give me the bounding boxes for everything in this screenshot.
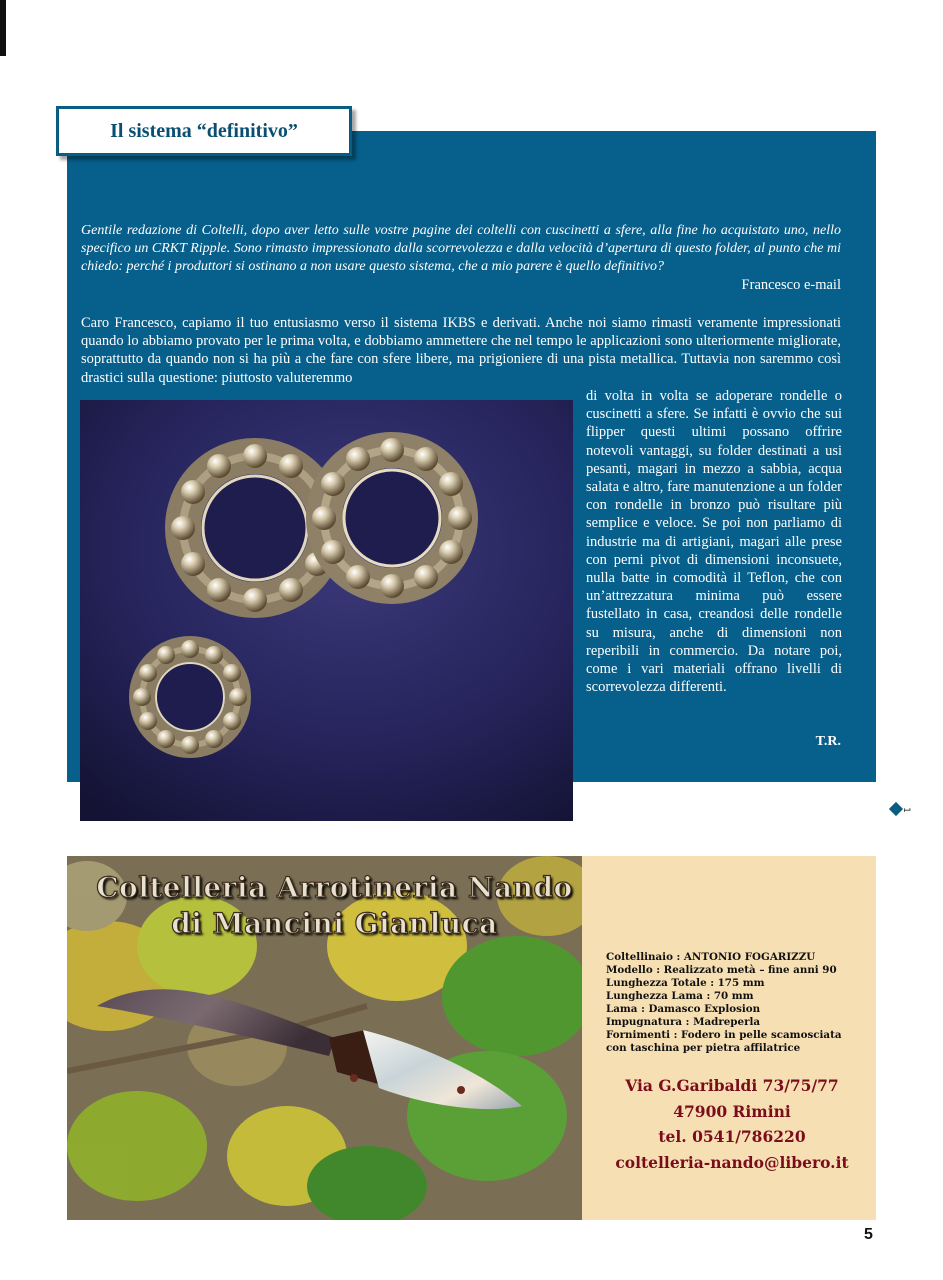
ad-specs [606, 951, 842, 1055]
spec-line: Coltellinaio : ANTONIO FOGARIZZU [606, 951, 816, 963]
ad-phone: tel. 0541/786220 [658, 1127, 806, 1146]
ad-title [67, 870, 602, 942]
spec-line: Fornimenti : Fodero in pelle scamosciata [606, 1029, 842, 1041]
spec-line: Lunghezza Totale : 175 mm [606, 977, 765, 989]
article-title-box [56, 106, 352, 156]
letter-signature: Francesco e-mail [741, 277, 841, 293]
bearing-large-right [324, 450, 460, 586]
side-mark: 1 [900, 807, 911, 813]
bearing-large-left [183, 456, 327, 600]
spec-line: Lama : Damasco Explosion [606, 1003, 761, 1015]
ad-email: coltelleria-nando@libero.it [615, 1152, 849, 1172]
ad-title-line2: di Mancini Gianluca [171, 907, 498, 940]
ad-address: Via G.Garibaldi 73/75/77 [625, 1076, 839, 1095]
ad-city: 47900 Rimini [673, 1101, 791, 1121]
spec-line: Impugnatura : Madreperla [606, 1016, 761, 1028]
spec-line: Lunghezza Lama : 70 mm [606, 990, 754, 1002]
thrust-bearings-photo [80, 400, 573, 821]
reply-column: di volta in volta se adoperare rondelle o cuscinetti a sfere. Se infatti è ovvio che sui flipper questi ultimi possano offrire notevoli vantaggi, su folder destinati a usi pesanti, magari in mezzo a sabbia, acqua salata e altro, fare manutenzione a un folder con rondelle in bronzo può risultare più semplice e veloce. Se poi non parliamo di industrie ma di artigiani, magari alle prese con perni pivot di dimensioni inconsuete, nulla batte in comodità il Teflon, che con un’attrezzatura minima può essere fustellato in casa, creandosi delle rondelle su misura, anche di dimensioni non reperibili in commercio. Da notare poi, come i vari materiali offrano livelli di scorrevolezza differenti. [586, 388, 842, 696]
reply-intro: Caro Francesco, capiamo il tuo entusiasmo verso il sistema IKBS e derivati. Anche noi siamo rimasti veramente impressionati quando lo abbiamo provato per le prima volta, e dobbiamo ammettere che nel tempo le applicazioni sono ulteriormente migliorate, soprattutto da quando non si ha più a che fare con sfere libere, ma prigioniere di una pista metallica. Tuttavia non saremmo così drastici sulla questione: piuttosto valuteremmo [81, 315, 841, 386]
corner-crop-mark [0, 0, 6, 56]
page-number: 5 [864, 1226, 873, 1243]
article-title: Il sistema “definitivo” [110, 119, 298, 142]
spec-line: con taschina per pietra affilatrice [606, 1042, 801, 1054]
reply-signature: T.R. [815, 734, 841, 749]
spec-line: Modello : Realizzato metà – fine anni 90 [606, 964, 837, 976]
ad-title-line1: Coltelleria Arrotineria Nando [96, 871, 573, 904]
ad-contact [596, 1073, 868, 1175]
bearing-small [142, 649, 238, 745]
reader-letter: Gentile redazione di Coltelli, dopo aver letto sulle vostre pagine dei coltelli con cuscinetti a sfere, alla fine ho acquistato uno, nello specifico un CRKT Ripple. Sono rimasto impressionato dalla scorrevolezza e dalla velocità d’apertura di questo folder, al punto che mi chiedo: perché i produttori si ostinano a non usare questo sistema, che a mio parere è quello definitivo? [81, 223, 841, 275]
